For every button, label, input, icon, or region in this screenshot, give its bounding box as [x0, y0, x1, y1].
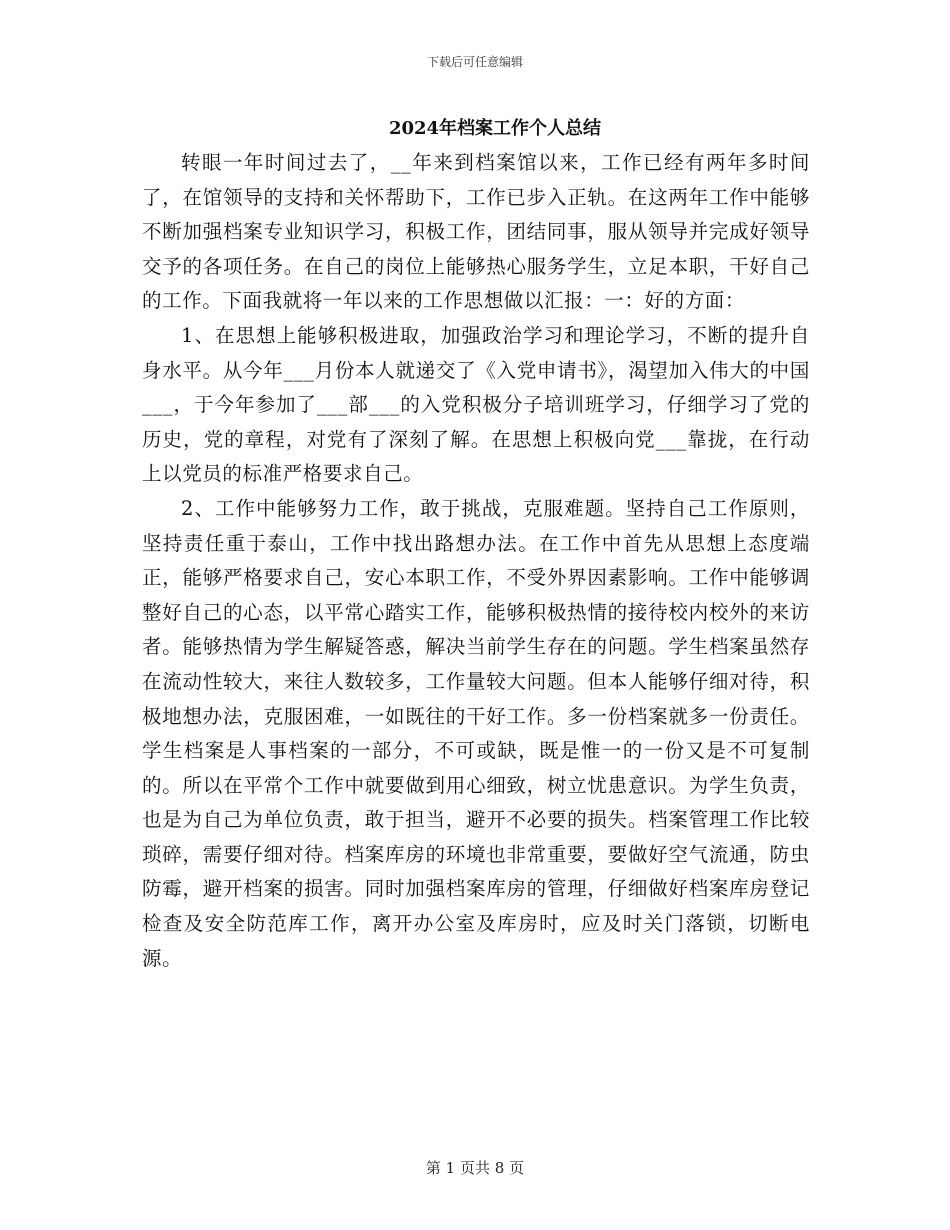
- header-note: 下载后可任意编辑: [426, 55, 523, 69]
- document-body: [142, 146, 810, 976]
- paragraph-intro: 转眼一年时间过去了，__年来到档案馆以来，工作已经有两年多时间了，在馆领导的支持和关怀帮助下，工作已步入正轨。在这两年工作中能够不断加强档案专业知识学习，积极工作，团结同事，服从领导并完成好领导交予的各项任务。在自己的岗位上能够热心服务学生，立足本职，干好自己的工作。下面我就将一年以来的工作思想做以汇报：一：好的方面：: [142, 151, 810, 313]
- document-title: 2024年档案工作个人总结: [388, 118, 602, 139]
- paragraph-point-1: 1、在思想上能够积极进取，加强政治学习和理论学习，不断的提升自身水平。从今年___月份本人就递交了《入党申请书》，渴望加入伟大的中国___，于今年参加了___部___的入党积极分子培训班学习，仔细学习了党的历史，党的章程，对党有了深刻了解。在思想上积极向党___靠拢，在行动上以党员的标准严格要求自己。: [142, 323, 810, 486]
- paragraph-point-2: 2、工作中能够努力工作，敢于挑战，克服难题。坚持自己工作原则，坚持责任重于泰山，工作中找出路想办法。在工作中首先从思想上态度端正，能够严格要求自己，安心本职工作，不受外界因素影响。工作中能够调整好自己的心态，以平常心踏实工作，能够积极热情的接待校内校外的来访者。能够热情为学生解疑答惑，解决当前学生存在的问题。学生档案虽然存在流动性较大，来往人数较多，工作量较大问题。但本人能够仔细对待，积极地想办法，克服困难，一如既往的干好工作。多一份档案就多一份责任。学生档案是人事档案的一部分，不可或缺，既是惟一的一份又是不可复制的。所以在平常个工作中就要做到用心细致，树立忧患意识。为学生负责，也是为自己为单位负责，敢于担当，避开不必要的损失。档案管理工作比较琐碎，需要仔细对待。档案库房的环境也非常重要，要做好空气流通，防虫防霉，避开档案的损害。同时加强档案库房的管理，仔细做好档案库房登记检查及安全防范库工作，离开办公室及库房时，应及时关门落锁，切断电源。: [142, 496, 810, 970]
- page-number: 第 1 页共 8 页: [425, 1159, 525, 1177]
